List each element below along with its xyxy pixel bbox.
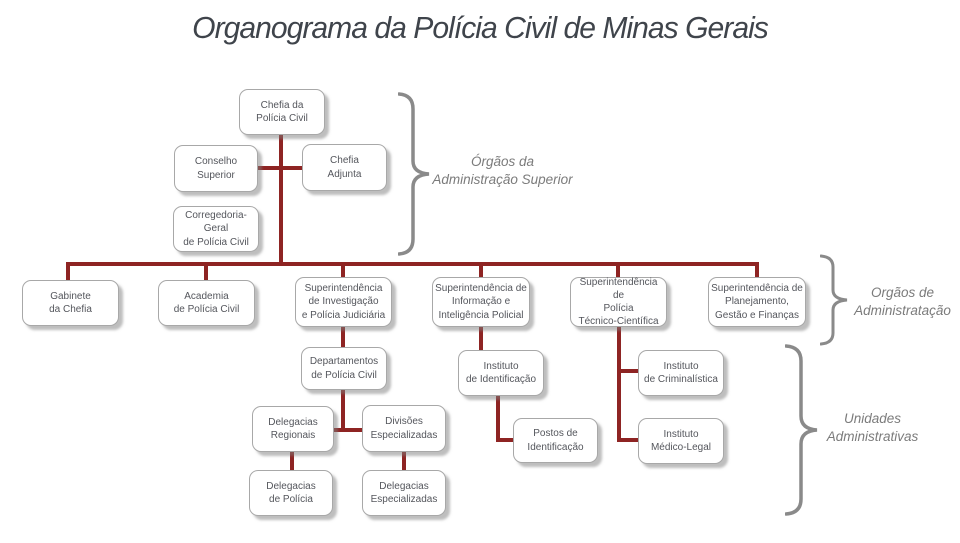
node-label-line: da Chefia	[49, 304, 92, 315]
connector-line	[341, 388, 345, 432]
group-label-line: Administração Superior	[432, 172, 573, 188]
node-label-line: Delegacias	[379, 480, 429, 492]
connector-line	[617, 369, 640, 373]
node-label-line: Médico-Legal	[650, 442, 712, 453]
connector-line	[496, 395, 500, 442]
node-label-line: Superior	[197, 169, 235, 181]
connector-line	[279, 134, 283, 266]
connector-line	[204, 262, 208, 282]
node-label-line: Chefia	[330, 155, 359, 167]
node-superintendencia-informacao	[432, 277, 530, 327]
node-label-line: de Investigação	[308, 296, 379, 308]
group-label-orgaos-de-administracao	[845, 284, 960, 320]
node-label-line: de Criminalística	[644, 374, 718, 385]
node-superintendencia-investigacao	[295, 277, 392, 327]
connector-line	[617, 326, 621, 442]
connector-line	[341, 326, 345, 349]
node-chefia-da-policia-civil	[239, 89, 325, 135]
node-label-line: Postos de	[533, 428, 578, 440]
group-label-unidades-administrativas	[815, 410, 930, 446]
node-corregedoria-geral	[173, 206, 259, 252]
node-label-line: Superintendência de	[711, 283, 803, 295]
connector-line	[290, 450, 294, 472]
node-label-line: Instituto	[663, 360, 699, 372]
node-chefia-adjunta	[302, 144, 387, 191]
node-divisoes-especializadas	[362, 405, 446, 452]
node-label-line: Gestão e Finanças	[715, 309, 799, 321]
node-gabinete-da-chefia	[22, 280, 119, 326]
node-label-line: Especializadas	[370, 494, 438, 505]
node-label-line: Instituto	[663, 428, 699, 440]
node-label-line: Gabinete	[50, 290, 91, 302]
connector-line	[402, 450, 406, 472]
node-label-line: Identificação	[527, 441, 584, 453]
node-label-line: Academia	[184, 290, 229, 302]
node-label-line: Delegacias	[268, 416, 318, 428]
node-label-line: Delegacias	[266, 480, 316, 492]
group-label-line: Orgãos de	[870, 285, 935, 300]
node-instituto-de-criminalistica	[638, 350, 724, 396]
node-conselho-superior	[174, 145, 258, 192]
node-label-line: Superintendência de	[435, 283, 527, 295]
node-label-line: de Identificação	[465, 374, 537, 385]
node-label-line: Informação e	[451, 296, 511, 308]
node-instituto-de-identificacao	[458, 350, 544, 396]
node-label-line: Superintendência de	[579, 276, 658, 301]
node-label-line: e Polícia Judiciária	[301, 309, 386, 321]
connector-line	[66, 262, 759, 266]
node-label-line: Superintendência	[304, 283, 383, 295]
node-label-line: Planejamento,	[725, 296, 789, 308]
node-label-line: Conselho	[194, 156, 238, 168]
node-label-line: de Polícia Civil	[183, 236, 249, 248]
group-label-line: Administratação	[854, 303, 951, 319]
node-label-line: Chefia da	[260, 99, 304, 111]
node-label-line: Polícia	[603, 303, 634, 314]
group-label-orgaos-administracao-superior	[420, 153, 585, 189]
node-label-line: Polícia Civil	[256, 113, 308, 124]
group-label-line: Unidades	[843, 411, 902, 426]
node-superintendencia-planejamento	[708, 277, 806, 327]
node-label-line: de Polícia Civil	[311, 369, 377, 381]
node-label-line: Regionais	[270, 430, 316, 441]
node-label-line: de Polícia Civil	[173, 304, 240, 315]
node-postos-de-identificacao	[513, 418, 598, 463]
node-delegacias-regionais	[252, 406, 334, 452]
node-label-line: de Polícia	[269, 494, 313, 505]
node-label-line: Inteligência Policial	[438, 309, 524, 321]
node-label-line: Técnico-Científica	[578, 316, 659, 328]
node-label-line: Adjunta	[327, 168, 362, 180]
node-label-line: Especializadas	[370, 429, 438, 441]
node-departamentos-de-policia-civil	[301, 347, 387, 390]
node-instituto-medico-legal	[638, 418, 724, 464]
node-delegacias-de-policia	[249, 470, 333, 516]
node-superintendencia-tecnico-cientifica	[570, 277, 667, 327]
node-label-line: Divisões	[385, 416, 423, 428]
connector-line	[257, 166, 303, 170]
connector-line	[617, 438, 640, 442]
group-label-line: Órgãos da	[470, 154, 535, 169]
connector-line	[66, 262, 70, 282]
node-delegacias-especializadas	[362, 470, 446, 516]
group-label-line: Administrativas	[826, 429, 919, 445]
node-label-line: Instituto	[483, 360, 519, 372]
connector-line	[330, 428, 366, 432]
node-label-line: Corregedoria-Geral	[185, 210, 247, 235]
connector-line	[479, 326, 483, 352]
node-academia-de-policia-civil	[158, 280, 255, 326]
node-label-line: Departamentos	[309, 356, 379, 368]
page-title: Organograma da Polícia Civil de Minas Gerais	[192, 10, 768, 45]
